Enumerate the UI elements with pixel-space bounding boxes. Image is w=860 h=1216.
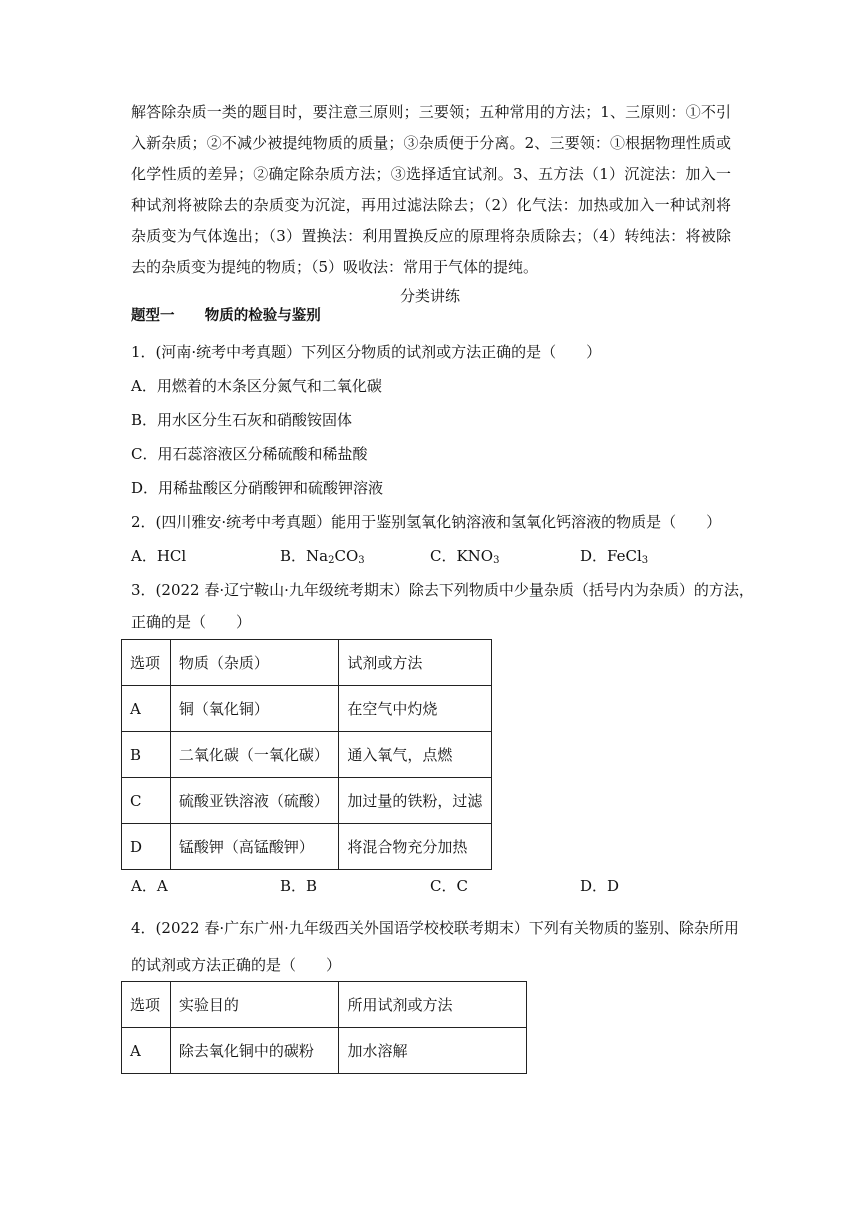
q2-option-b-text: B．Na bbox=[280, 547, 329, 565]
question-type-heading: 题型一 物质的检验与鉴别 bbox=[131, 308, 321, 324]
q3-option-d: D．D bbox=[580, 877, 620, 895]
table-cell: D bbox=[122, 824, 171, 870]
q2-option-b-mid: CO bbox=[334, 547, 359, 565]
q3-option-a: A．A bbox=[131, 877, 168, 895]
table-cell: 硫酸亚铁溶液（硫酸） bbox=[170, 778, 339, 824]
q2-option-b-sub1: 2 bbox=[328, 555, 335, 566]
table-row bbox=[122, 824, 492, 870]
table-header-cell: 选项 bbox=[122, 640, 171, 686]
table-row bbox=[122, 732, 492, 778]
table-header-row bbox=[122, 640, 492, 686]
q4-table bbox=[121, 981, 527, 1074]
table-header-cell: 选项 bbox=[122, 982, 171, 1028]
table-cell: 除去氧化铜中的碳粉 bbox=[170, 1028, 339, 1074]
q3-table bbox=[121, 639, 492, 870]
q2-option-c-text: C．KNO bbox=[430, 547, 494, 565]
table-header-cell: 所用试剂或方法 bbox=[339, 982, 527, 1028]
q1-option-a: A．用燃着的木条区分氮气和二氧化碳 bbox=[131, 377, 382, 395]
q2-option-c bbox=[430, 546, 499, 571]
q2-option-c-sub: 3 bbox=[493, 555, 500, 566]
table-cell: 将混合物充分加热 bbox=[339, 824, 492, 870]
table-cell: A bbox=[122, 686, 171, 732]
table-header-cell: 实验目的 bbox=[170, 982, 339, 1028]
q2-option-d-text: D．FeCl bbox=[580, 547, 642, 565]
table-row bbox=[122, 686, 492, 732]
table-cell: C bbox=[122, 778, 171, 824]
q3-option-c: C．C bbox=[430, 877, 468, 895]
table-cell: 通入氧气，点燃 bbox=[339, 732, 492, 778]
q2-option-a: A．HCl bbox=[131, 547, 187, 565]
q3-stem-line2: 正确的是（ ） bbox=[131, 613, 252, 631]
table-cell: 锰酸钾（高锰酸钾） bbox=[170, 824, 339, 870]
table-header-cell: 试剂或方法 bbox=[339, 640, 492, 686]
table-row bbox=[122, 778, 492, 824]
table-cell: 铜（氧化铜） bbox=[170, 686, 339, 732]
table-cell: 加过量的铁粉，过滤 bbox=[339, 778, 492, 824]
q2-option-d-sub: 3 bbox=[641, 555, 649, 566]
q2-stem: 2．(四川雅安·统考中考真题）能用于鉴别氢氧化钠溶液和氢氧化钙溶液的物质是（ ） bbox=[131, 513, 722, 531]
table-cell: A bbox=[122, 1028, 171, 1074]
table-cell: B bbox=[122, 732, 171, 778]
q3-option-b: B．B bbox=[280, 877, 318, 895]
q2-option-b bbox=[280, 546, 365, 571]
q4-stem-line1: 4．(2022 春·广东广州·九年级西关外国语学校校联考期末）下列有关物质的鉴别、除杂所用 bbox=[131, 919, 739, 937]
table-cell: 在空气中灼烧 bbox=[339, 686, 492, 732]
q2-option-b-sub2: 3 bbox=[358, 555, 365, 566]
q2-options bbox=[131, 546, 751, 566]
table-header-cell: 物质（杂质） bbox=[170, 640, 339, 686]
q3-options bbox=[131, 876, 751, 896]
table-cell: 二氧化碳（一氧化碳） bbox=[170, 732, 339, 778]
table-row bbox=[122, 1028, 527, 1074]
table-header-row bbox=[122, 982, 527, 1028]
section-title: 分类讲练 bbox=[399, 287, 460, 305]
q1-option-c: C．用石蕊溶液区分稀硫酸和稀盐酸 bbox=[131, 445, 368, 463]
q3-stem-line1: 3．(2022 春·辽宁鞍山·九年级统考期末）除去下列物质中少量杂质（括号内为杂质）的方法， bbox=[131, 581, 754, 599]
table-cell: 加水溶解 bbox=[339, 1028, 527, 1074]
q1-stem: 1．(河南·统考中考真题）下列区分物质的试剂或方法正确的是（ ） bbox=[131, 343, 602, 361]
intro-paragraph: 解答除杂质一类的题目时，要注意三原则；三要领；五种常用的方法；1、三原则：①不引入新杂质；②不减少被提纯物质的质量；③杂质便于分离。2、三要领：①根据物理性质或化学性质的差异；②确定除杂质方法；③选择适宜试剂。3、五方法（1）沉淀法：加入一种试剂将被除去的杂质变为沉淀，再用过滤法除去；（2）化气法：加热或加入一种试剂将杂质变为气体逸出；（3）置换法：利用置换反应的原理将杂质除去；（4）转纯法：将被除去的杂质变为提纯的物质；（5）吸收法：常用于气体的提纯。 bbox=[131, 103, 731, 276]
q1-option-b: B．用水区分生石灰和硝酸铵固体 bbox=[131, 411, 353, 429]
q1-option-d: D．用稀盐酸区分硝酸钾和硫酸钾溶液 bbox=[131, 479, 384, 497]
q4-stem-line2: 的试剂或方法正确的是（ ） bbox=[131, 956, 342, 974]
q2-option-d bbox=[580, 546, 648, 571]
